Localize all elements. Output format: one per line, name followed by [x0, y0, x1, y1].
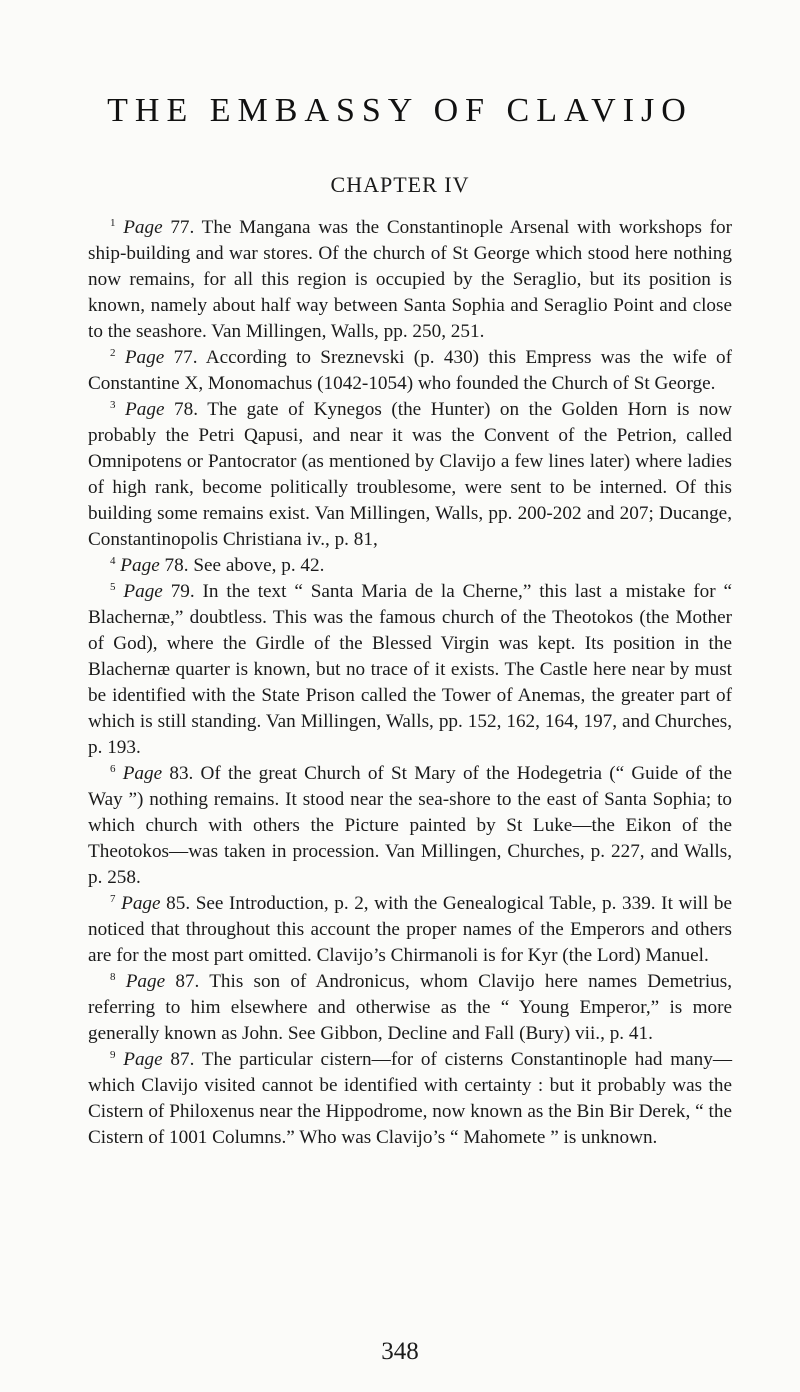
- page-ref: 83.: [169, 763, 194, 784]
- page-ref: 78.: [174, 399, 199, 420]
- page-label: Page: [121, 893, 161, 914]
- endnotes: [88, 215, 732, 1151]
- note-text: See above, p. 42.: [193, 555, 325, 576]
- note-number: 9: [110, 1049, 116, 1061]
- page-label: Page: [120, 555, 160, 576]
- page-label: Page: [124, 347, 165, 368]
- note-text: In the text “ Santa Maria de la Cherne,” this last a mistake for “ Blachernæ,” doubtless. This was the famous church of the Theotokos (the Mother of God), where the Girdle of the Blessed Virgin was kept. Its position in the Blachernæ quarter is known, but no trace of it exists. The Castle here near by must be identified with the State Prison called the Tower of Anemas, the greater part of which is still standing. Van Millingen, Walls, pp. 152, 162, 164, 197, and Churches, p. 193.: [88, 581, 733, 758]
- running-title: THE EMBASSY OF CLAVIJO: [107, 92, 693, 129]
- note-text: The particular cistern—for of cisterns Constantinople had many—which Clavijo visited cannot be identified with certainty : but it probably was the Cistern of Philoxenus near the Hippodrome, now known as the Bin Bir Derek, “ the Cistern of 1001 Columns.” Who was Clavijo’s “ Mahomete ” is unknown.: [88, 1049, 733, 1148]
- page-ref: 77.: [170, 217, 195, 238]
- chapter-heading: CHAPTER IV: [330, 172, 470, 197]
- note-number: 3: [110, 399, 116, 411]
- endnote: [88, 1047, 732, 1151]
- note-text: The gate of Kynegos (the Hunter) on the Golden Horn is now probably the Petri Qapusi, and near it was the Convent of the Petrion, called Omnipotens or Pantocrator (as mentioned by Clavijo a few lines later) where ladies of high rank, become politically troublesome, were sent to be interned. Of this building some remains exist. Van Millingen, Walls, pp. 200-202 and 207; Ducange, Constantinopolis Christiana iv., p. 81,: [88, 399, 733, 550]
- page-ref: 85.: [166, 893, 191, 914]
- endnote: [88, 969, 732, 1047]
- note-number: 7: [110, 893, 116, 905]
- endnote: [88, 579, 732, 761]
- endnote: [88, 397, 732, 553]
- note-number: 1: [110, 217, 116, 229]
- page-ref: 87.: [175, 971, 200, 992]
- page-ref: 78.: [164, 555, 189, 576]
- page-label: Page: [125, 399, 165, 420]
- page-label: Page: [123, 217, 163, 238]
- endnote: [88, 345, 732, 397]
- note-text: See Introduction, p. 2, with the Genealogical Table, p. 339. It will be noticed that throughout this account the proper names of the Emperors and others are for the most part omitted. Clavijo’s Chirmanoli is for Kyr (the Lord) Manuel.: [88, 893, 733, 966]
- endnote: [88, 553, 732, 579]
- note-text: Of the great Church of St Mary of the Hodegetria (“ Guide of the Way ”) nothing remains. It stood near the sea-shore to the east of Santa Sophia; to which church with others the Picture painted by St Luke—the Eikon of the Theotokos—was taken in procession. Van Millingen, Churches, p. 227, and Walls, p. 258.: [88, 763, 733, 888]
- note-number: 4: [110, 555, 116, 567]
- note-number: 6: [110, 763, 116, 775]
- page-ref: 79.: [170, 581, 195, 602]
- note-text: According to Sreznevski (p. 430) this Empress was the wife of Constantine X, Monomachus (1042-1054) who founded the Church of St George.: [88, 347, 733, 394]
- endnote: [88, 761, 732, 891]
- note-text: The Mangana was the Constantinople Arsenal with workshops for ship-building and war stores. Of the church of St George which stood here nothing now remains, for all this region is occupied by the Seraglio, but its position is known, namely about half way between Santa Sophia and Seraglio Point and close to the seashore. Van Millingen, Walls, pp. 250, 251.: [88, 217, 733, 342]
- endnote: [88, 891, 732, 969]
- endnote: [88, 215, 732, 345]
- note-text: This son of Andronicus, whom Clavijo here names Demetrius, referring to him elsewhere and otherwise as the “ Young Emperor,” is more generally known as John. See Gibbon, Decline and Fall (Bury) vii., p. 41.: [88, 971, 733, 1044]
- note-number: 8: [110, 971, 116, 983]
- page-ref: 77.: [173, 347, 198, 368]
- page-number: 348: [381, 1338, 419, 1365]
- note-number: 5: [110, 581, 116, 593]
- page-label: Page: [123, 1049, 163, 1070]
- page-label: Page: [125, 971, 166, 992]
- note-number: 2: [110, 347, 116, 359]
- page-label: Page: [122, 763, 163, 784]
- page-ref: 87.: [170, 1049, 195, 1070]
- page-label: Page: [123, 581, 163, 602]
